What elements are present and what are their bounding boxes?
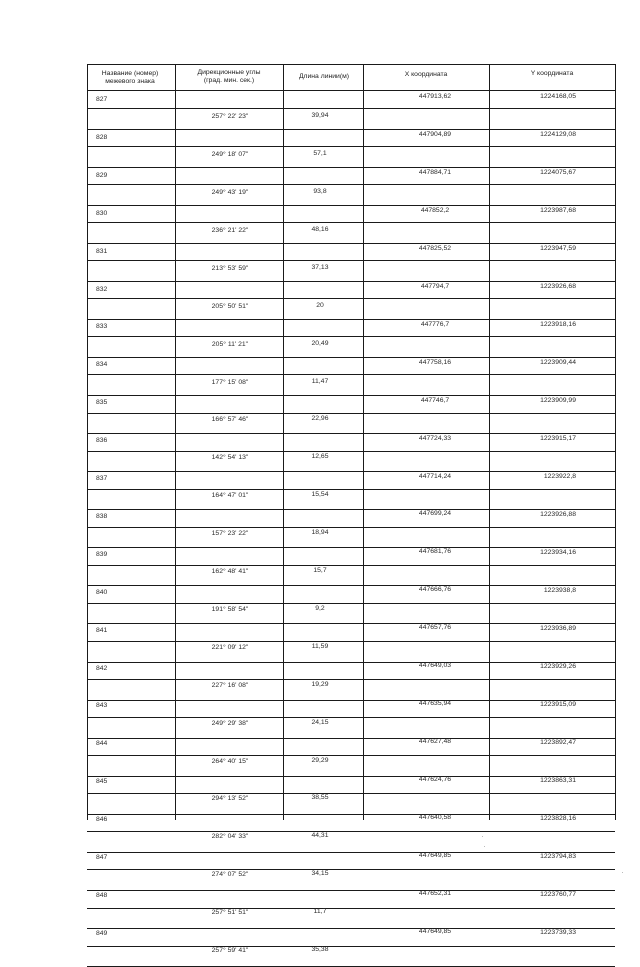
direction-angle: 191° 58' 54" <box>211 605 249 613</box>
x-coordinate: 447649,03 <box>418 662 452 670</box>
y-coordinate: 1223934,16 <box>540 549 576 556</box>
grid-line <box>87 413 615 414</box>
grid-line <box>87 260 615 261</box>
y-coordinate: 1223892,47 <box>540 739 576 746</box>
header-line-length: Длина линии(м) <box>298 73 350 80</box>
direction-angle: 213° 53' 59" <box>211 264 249 272</box>
grid-line <box>87 319 615 320</box>
point-name: 847 <box>96 854 108 861</box>
grid-line <box>87 64 88 820</box>
grid-line <box>87 357 615 358</box>
header-y-coordinate: Y координата <box>530 70 574 77</box>
grid-line <box>87 243 615 244</box>
point-name: 839 <box>96 550 108 558</box>
point-name: 840 <box>96 588 108 596</box>
grid-line <box>87 433 615 434</box>
line-length: 15,54 <box>311 491 329 499</box>
direction-angle: 274° 07' 52" <box>211 871 249 879</box>
grid-line <box>87 108 615 109</box>
scan-speck <box>622 872 623 873</box>
grid-line <box>87 184 615 185</box>
x-coordinate: 447758,16 <box>418 358 452 366</box>
direction-angle: 221° 09' 12" <box>211 643 249 651</box>
line-length: 12,65 <box>311 453 329 461</box>
line-length: 20,49 <box>311 339 329 347</box>
direction-angle: 249° 18' 07" <box>211 151 249 159</box>
point-name: 836 <box>96 437 108 445</box>
grid-line <box>87 641 615 642</box>
point-name: 833 <box>96 323 108 331</box>
y-coordinate: 1223926,68 <box>540 283 576 290</box>
direction-angle: 162° 48' 41" <box>211 568 249 575</box>
grid-line <box>87 336 615 337</box>
point-name: 834 <box>96 361 108 369</box>
direction-angle: 249° 29' 38" <box>211 719 249 727</box>
grid-line <box>87 129 615 130</box>
line-length: 18,94 <box>311 529 329 537</box>
point-name: 832 <box>96 285 108 293</box>
direction-angle: 236° 21' 22" <box>211 226 249 234</box>
y-coordinate: 1223863,31 <box>540 777 576 784</box>
y-coordinate: 1223947,59 <box>540 245 576 252</box>
grid-line <box>87 603 615 604</box>
line-length: 37,13 <box>311 263 329 271</box>
direction-angle: 205° 11' 21" <box>211 340 249 348</box>
y-coordinate: 1223794,83 <box>540 853 576 860</box>
line-length: 19,29 <box>311 680 329 688</box>
x-coordinate: 447884,71 <box>418 168 452 176</box>
x-coordinate: 447627,48 <box>418 738 452 746</box>
y-coordinate: 1223922,8 <box>543 473 576 480</box>
grid-line <box>87 395 615 396</box>
x-coordinate: 447635,94 <box>418 700 452 708</box>
grid-line <box>87 831 615 832</box>
x-coordinate: 447681,76 <box>418 548 452 556</box>
header-point-name: Название (номер) межевого знака <box>101 70 159 85</box>
line-length: 38,55 <box>311 794 329 802</box>
grid-line <box>87 64 615 65</box>
line-length: 11,47 <box>311 377 329 385</box>
x-coordinate: 447652,31 <box>418 889 452 897</box>
y-coordinate: 1224168,05 <box>540 93 576 100</box>
grid-line <box>87 451 615 452</box>
x-coordinate: 447699,24 <box>418 510 452 518</box>
point-name: 842 <box>96 664 108 672</box>
x-coordinate: 447657,76 <box>418 624 452 632</box>
point-name: 827 <box>96 96 108 103</box>
grid-line <box>363 64 364 820</box>
header-direction-angle: Дирекционные углы (град. мин. сек.) <box>197 69 261 84</box>
y-coordinate: 1223915,17 <box>540 435 576 442</box>
grid-line <box>87 679 615 680</box>
x-coordinate: 447825,52 <box>418 244 452 252</box>
point-name: 848 <box>96 891 108 899</box>
direction-angle: 166° 57' 46" <box>211 416 249 424</box>
line-length: 22,96 <box>311 415 329 423</box>
y-coordinate: 1223760,77 <box>540 891 576 898</box>
line-length: 48,16 <box>311 225 329 233</box>
y-coordinate: 1223915,09 <box>540 701 576 708</box>
x-coordinate: 447746,7 <box>420 396 450 404</box>
x-coordinate: 447649,85 <box>418 927 452 935</box>
y-coordinate: 1223909,44 <box>540 359 576 366</box>
grid-line <box>87 90 615 91</box>
point-name: 843 <box>96 702 108 710</box>
y-coordinate: 1223918,16 <box>540 321 576 328</box>
line-length: 15,7 <box>313 567 327 574</box>
point-name: 835 <box>96 399 108 407</box>
x-coordinate: 447913,62 <box>418 93 452 100</box>
y-coordinate: 1223926,88 <box>540 511 576 518</box>
line-length: 35,38 <box>311 946 329 953</box>
x-coordinate: 447714,24 <box>418 472 452 480</box>
x-coordinate: 447852,2 <box>420 206 450 214</box>
grid-line <box>87 281 615 282</box>
y-coordinate: 1223936,89 <box>540 625 576 632</box>
grid-line <box>87 946 615 947</box>
line-length: 9,2 <box>315 604 325 612</box>
point-name: 829 <box>96 171 108 179</box>
x-coordinate: 447794,7 <box>420 282 450 290</box>
direction-angle: 257° 22' 23" <box>211 113 249 121</box>
grid-line <box>87 374 615 375</box>
direction-angle: 264° 40' 15" <box>211 757 249 765</box>
grid-line <box>489 64 490 820</box>
point-name: 846 <box>96 816 108 824</box>
line-length: 34,15 <box>311 870 329 878</box>
grid-line <box>87 222 615 223</box>
grid-line <box>615 64 616 820</box>
scan-speck <box>482 836 483 837</box>
line-length: 11,59 <box>311 642 329 650</box>
grid-line <box>87 869 615 870</box>
grid-line <box>87 755 615 756</box>
y-coordinate: 1223828,16 <box>540 815 576 822</box>
line-length: 29,29 <box>311 756 329 764</box>
line-length: 24,15 <box>311 718 329 726</box>
direction-angle: 294° 13' 52" <box>211 795 249 803</box>
point-name: 838 <box>96 512 108 520</box>
x-coordinate: 447649,85 <box>418 852 452 859</box>
x-coordinate: 447666,76 <box>418 586 452 594</box>
grid-line <box>283 64 284 820</box>
y-coordinate: 1223909,99 <box>540 397 576 404</box>
x-coordinate: 447624,76 <box>418 776 452 784</box>
y-coordinate: 1223739,33 <box>540 929 576 936</box>
grid-line <box>87 205 615 206</box>
point-name: 845 <box>96 778 108 786</box>
grid-line <box>87 167 615 168</box>
y-coordinate: 1223938,8 <box>543 587 576 594</box>
y-coordinate: 1224075,67 <box>540 169 576 176</box>
header-x-coordinate: X координата <box>404 71 448 78</box>
y-coordinate: 1223987,68 <box>540 207 576 214</box>
point-name: 828 <box>96 133 108 141</box>
line-length: 44,31 <box>311 832 329 840</box>
grid-line <box>87 717 615 718</box>
point-name: 844 <box>96 740 108 748</box>
grid-line <box>87 565 615 566</box>
line-length: 57,1 <box>313 150 327 158</box>
point-name: 831 <box>96 247 108 255</box>
scan-speck <box>484 846 485 847</box>
x-coordinate: 447724,33 <box>418 434 452 442</box>
line-length: 39,94 <box>311 112 329 120</box>
grid-line <box>175 64 176 820</box>
direction-angle: 257° 59' 41" <box>211 947 249 954</box>
point-name: 830 <box>96 209 108 217</box>
point-name: 841 <box>96 626 108 634</box>
grid-line <box>87 298 615 299</box>
direction-angle: 227° 16' 08" <box>211 681 249 689</box>
y-coordinate: 1223929,26 <box>540 663 576 670</box>
grid-line <box>87 527 615 528</box>
direction-angle: 164° 47' 01" <box>211 492 249 500</box>
line-length: 93,8 <box>313 188 327 195</box>
grid-line <box>87 146 615 147</box>
line-length: 20 <box>316 301 324 309</box>
x-coordinate: 447904,89 <box>418 130 452 138</box>
grid-line <box>87 489 615 490</box>
grid-line <box>87 908 615 909</box>
line-length: 11,7 <box>313 908 327 916</box>
point-name: 849 <box>96 929 108 937</box>
direction-angle: 142° 54' 13" <box>211 454 249 462</box>
point-name: 837 <box>96 475 108 482</box>
y-coordinate: 1224129,08 <box>540 131 576 138</box>
direction-angle: 249° 43' 19" <box>211 189 249 196</box>
direction-angle: 205° 50' 51" <box>211 302 249 310</box>
direction-angle: 157° 23' 22" <box>211 530 249 538</box>
grid-line <box>87 793 615 794</box>
x-coordinate: 447776,7 <box>420 320 450 328</box>
direction-angle: 177° 15' 08" <box>211 378 249 386</box>
x-coordinate: 447640,58 <box>418 814 452 822</box>
direction-angle: 257° 51' 51" <box>211 909 249 917</box>
direction-angle: 282° 04' 33" <box>211 833 249 841</box>
